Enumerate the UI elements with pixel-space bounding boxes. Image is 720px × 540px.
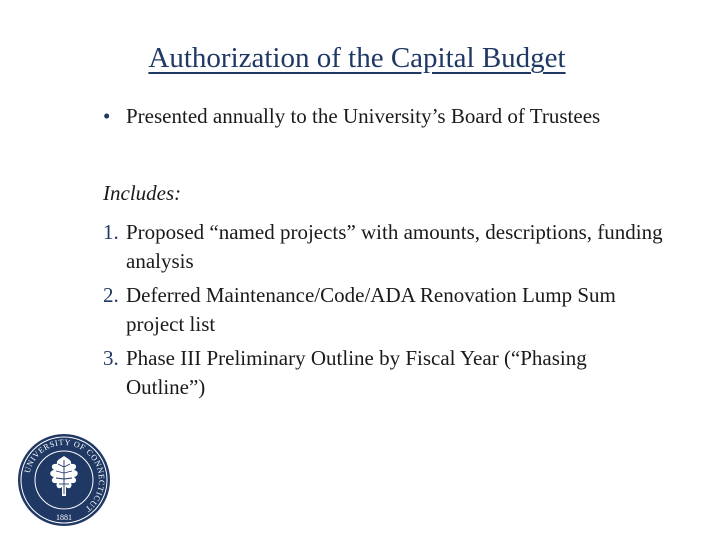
university-seal-logo bbox=[16, 432, 112, 528]
list-item bbox=[103, 218, 663, 276]
slide-title-text: Authorization of the Capital Budget bbox=[148, 42, 566, 74]
list-item-number: 2. bbox=[103, 283, 119, 307]
bullet-item bbox=[103, 102, 623, 131]
bullet-text: Presented annually to the University’s Board of Trustees bbox=[126, 104, 601, 128]
list-item-text: Proposed “named projects” with amounts, descriptions, funding analysis bbox=[126, 220, 663, 273]
list-item-number: 3. bbox=[103, 346, 119, 370]
list-item-text: Phase III Preliminary Outline by Fiscal Year (“Phasing Outline”) bbox=[126, 346, 587, 399]
bullet-marker: • bbox=[103, 104, 111, 128]
list-item bbox=[103, 281, 663, 339]
list-item-number: 1. bbox=[103, 220, 119, 244]
slide-title bbox=[0, 42, 714, 75]
includes-label: Includes: bbox=[103, 181, 182, 205]
svg-text:UNIVERSITY OF CONNECTICUT: UNIVERSITY OF CONNECTICUT bbox=[22, 437, 107, 514]
numbered-list bbox=[103, 218, 663, 407]
list-item-text: Deferred Maintenance/Code/ADA Renovation Lump Sum project list bbox=[126, 283, 616, 336]
seal-year: 1881 bbox=[56, 513, 72, 522]
list-item bbox=[103, 344, 663, 402]
